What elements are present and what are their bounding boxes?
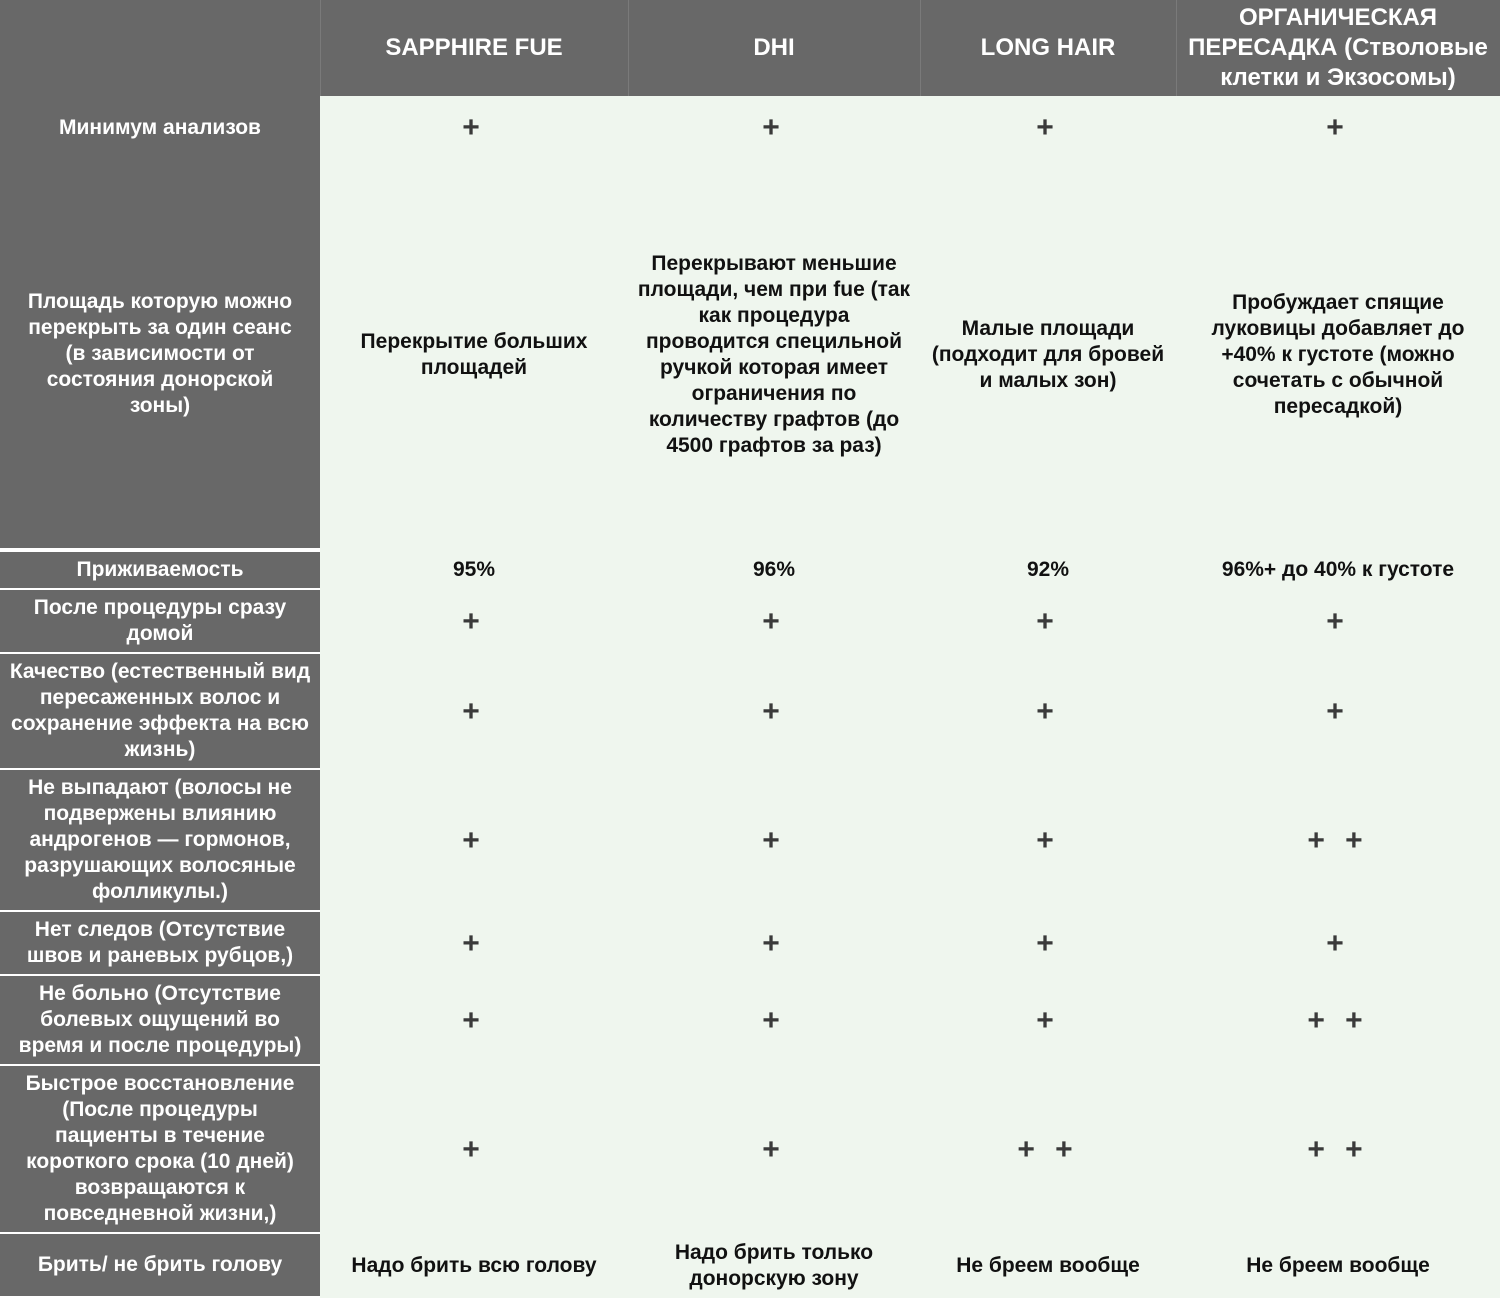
table-row	[0, 160, 1500, 550]
header-sapphire-fue: SAPPHIRE FUE	[320, 0, 628, 96]
header-dhi: DHI	[628, 0, 920, 96]
table-cell: 96%+ до 40% к густоте	[1176, 550, 1500, 590]
row-label: Площадь которую можно перекрыть за один сеанс (в зависимости от состояния донорской зоны)	[0, 160, 320, 550]
table-row	[0, 654, 1500, 770]
table-cell: +	[320, 654, 628, 770]
row-label: Не больно (Отсутствие болевых ощущений во время и после процедуры)	[0, 976, 320, 1066]
table-row	[0, 912, 1500, 976]
table-row	[0, 770, 1500, 912]
table-cell: +	[320, 976, 628, 1066]
table-cell: +	[1176, 96, 1500, 160]
table-cell: +	[628, 912, 920, 976]
row-label: После процедуры сразу домой	[0, 590, 320, 654]
table-row	[0, 1066, 1500, 1234]
header-row	[0, 0, 1500, 96]
table-cell: Не бреем вообще	[920, 1234, 1176, 1298]
table-cell: +	[628, 96, 920, 160]
row-label: Качество (естественный вид пересаженных волос и сохранение эффекта на всю жизнь)	[0, 654, 320, 770]
table-cell: +	[1176, 590, 1500, 654]
table-cell: Перекрывают меньшие площади, чем при fue (так как процедура проводится специльной ручкой которая имеет ограничения по количеству графтов (до 4500 графтов за раз)	[628, 160, 920, 550]
table-cell: Перекрытие больших площадей	[320, 160, 628, 550]
table-cell: +	[628, 976, 920, 1066]
table-cell: +	[920, 590, 1176, 654]
table-cell: Не бреем вообще	[1176, 1234, 1500, 1298]
table-cell: +	[920, 96, 1176, 160]
table-cell: +	[628, 590, 920, 654]
table-cell: 95%	[320, 550, 628, 590]
table-row	[0, 976, 1500, 1066]
table-cell: +	[920, 912, 1176, 976]
table-cell: 92%	[920, 550, 1176, 590]
table-cell: +	[920, 654, 1176, 770]
table-row	[0, 590, 1500, 654]
table-cell: +	[920, 770, 1176, 912]
table-cell: +	[320, 96, 628, 160]
table-cell: + +	[1176, 770, 1500, 912]
table-cell: +	[1176, 654, 1500, 770]
table-cell: +	[920, 976, 1176, 1066]
row-label: Не выпадают (волосы не подвержены влиянию андрогенов — гормонов, разрушающих волосяные фолликулы.)	[0, 770, 320, 912]
table-cell: Пробуждает спящие луковицы добавляет до +40% к густоте (можно сочетать с обычной пересадкой)	[1176, 160, 1500, 550]
table-cell: Надо брить только донорскую зону	[628, 1234, 920, 1298]
header-organic-transplant: ОРГАНИЧЕСКАЯ ПЕРЕСАДКА (Стволовые клетки и Экзосомы)	[1176, 0, 1500, 96]
row-label: Минимум анализов	[0, 96, 320, 160]
header-long-hair: LONG HAIR	[920, 0, 1176, 96]
table-cell: +	[628, 770, 920, 912]
header-corner	[0, 0, 320, 96]
table-cell: Надо брить всю голову	[320, 1234, 628, 1298]
table-cell: +	[320, 590, 628, 654]
table-cell: +	[320, 1066, 628, 1234]
table-cell: +	[628, 654, 920, 770]
table-cell: Малые площади (подходит для бровей и малых зон)	[920, 160, 1176, 550]
table-cell: + +	[1176, 976, 1500, 1066]
table-row	[0, 550, 1500, 590]
table-row	[0, 1234, 1500, 1298]
table-cell: 96%	[628, 550, 920, 590]
row-label: Нет следов (Отсутствие швов и раневых рубцов,)	[0, 912, 320, 976]
row-label: Быстрое восстановление (После процедуры пациенты в течение короткого срока (10 дней) возвращаются к повседневной жизни,)	[0, 1066, 320, 1234]
table-row	[0, 96, 1500, 160]
table-cell: + +	[920, 1066, 1176, 1234]
table-cell: +	[1176, 912, 1500, 976]
row-label: Приживаемость	[0, 550, 320, 590]
table-cell: +	[320, 770, 628, 912]
table-cell: +	[628, 1066, 920, 1234]
table-cell: +	[320, 912, 628, 976]
row-label: Брить/ не брить голову	[0, 1234, 320, 1298]
table-cell: + +	[1176, 1066, 1500, 1234]
